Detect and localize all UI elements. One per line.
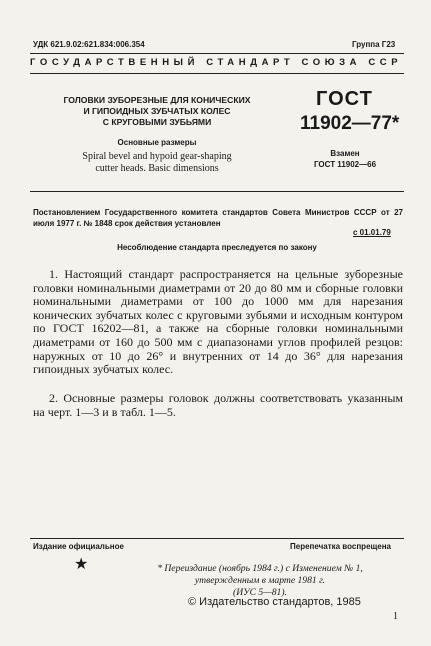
title-ru: [44, 95, 270, 128]
title-en: [44, 151, 270, 175]
reissue-line: утвержденным в марте 1981 г.: [194, 575, 326, 586]
top-rule-1: [30, 53, 404, 54]
paragraph-2: 2. Основные размеры головок должны соответствовать указанным на черт. 1—3 и в табл. 1—5.: [33, 391, 403, 419]
title-ru-line: С КРУГОВЫМИ ЗУБЬЯМИ: [102, 117, 212, 127]
footer-rule: [30, 538, 404, 539]
reissue-line: * Переиздание (ноябрь 1984 г.) с Изменением № 1,: [157, 563, 363, 574]
top-rule-2: [30, 73, 404, 74]
group-code: Группа Г23: [352, 40, 396, 49]
decree-text: Постановлением Государственного комитета стандартов Совета Министров СССР от 27 июля 1977 г. № 1848 срок действия установлен: [33, 208, 403, 228]
official-edition: Издание официальное: [33, 542, 124, 551]
page-number: 1: [393, 611, 398, 622]
effective-date: с 01.01.79: [353, 228, 391, 237]
reissue-note: [130, 563, 390, 599]
copyright: © Издательство стандартов, 1985: [188, 596, 361, 608]
udk-code: УДК 621.9.02:621.834:006.354: [33, 40, 145, 49]
title-ru-line: ГОЛОВКИ ЗУБОРЕЗНЫЕ ДЛЯ КОНИЧЕСКИХ: [63, 95, 251, 105]
title-en-line: Spiral bevel and hypoid gear-shaping: [82, 151, 232, 162]
gost-number: 11902—77*: [300, 113, 400, 134]
paragraph-1: 1. Настоящий стандарт распространяется на цельные зуборезные головки номинальными диаметрами от 20 до 80 мм и сборные головки номинальными диаметрами от 100 до 1000 мм для нарезания конических зубчатых колес с круговыми зубьями и исходным контуром по ГОСТ 16202—81, а также на сборные головки номинальными диаметрами от 160 до 500 мм с диапазонами углов профилей резцов: наружных от 10 до 26° и внутренних от 14 до 36° для нарезания гипоидных зубчатых колес.: [33, 267, 403, 377]
mid-rule: [30, 191, 404, 192]
standard-banner: ГОСУДАРСТВЕННЫЙ СТАНДАРТ СОЮЗА ССР: [30, 57, 403, 68]
gost-label: ГОСТ: [316, 88, 373, 110]
title-ru-line: И ГИПОИДНЫХ ЗУБЧАТЫХ КОЛЕС: [83, 106, 231, 116]
replaces-label: Взамен: [330, 149, 360, 158]
subtitle-ru: Основные размеры: [117, 138, 197, 147]
law-warning: Несоблюдение стандарта преследуется по закону: [117, 243, 317, 252]
replaces-value: ГОСТ 11902—66: [313, 160, 377, 169]
title-en-line: cutter heads. Basic dimensions: [95, 163, 219, 174]
reprint-forbidden: Перепечатка воспрещена: [290, 542, 391, 551]
reissue-line: (ИУС 5—81).: [233, 587, 287, 598]
star-icon: ★: [74, 556, 89, 573]
